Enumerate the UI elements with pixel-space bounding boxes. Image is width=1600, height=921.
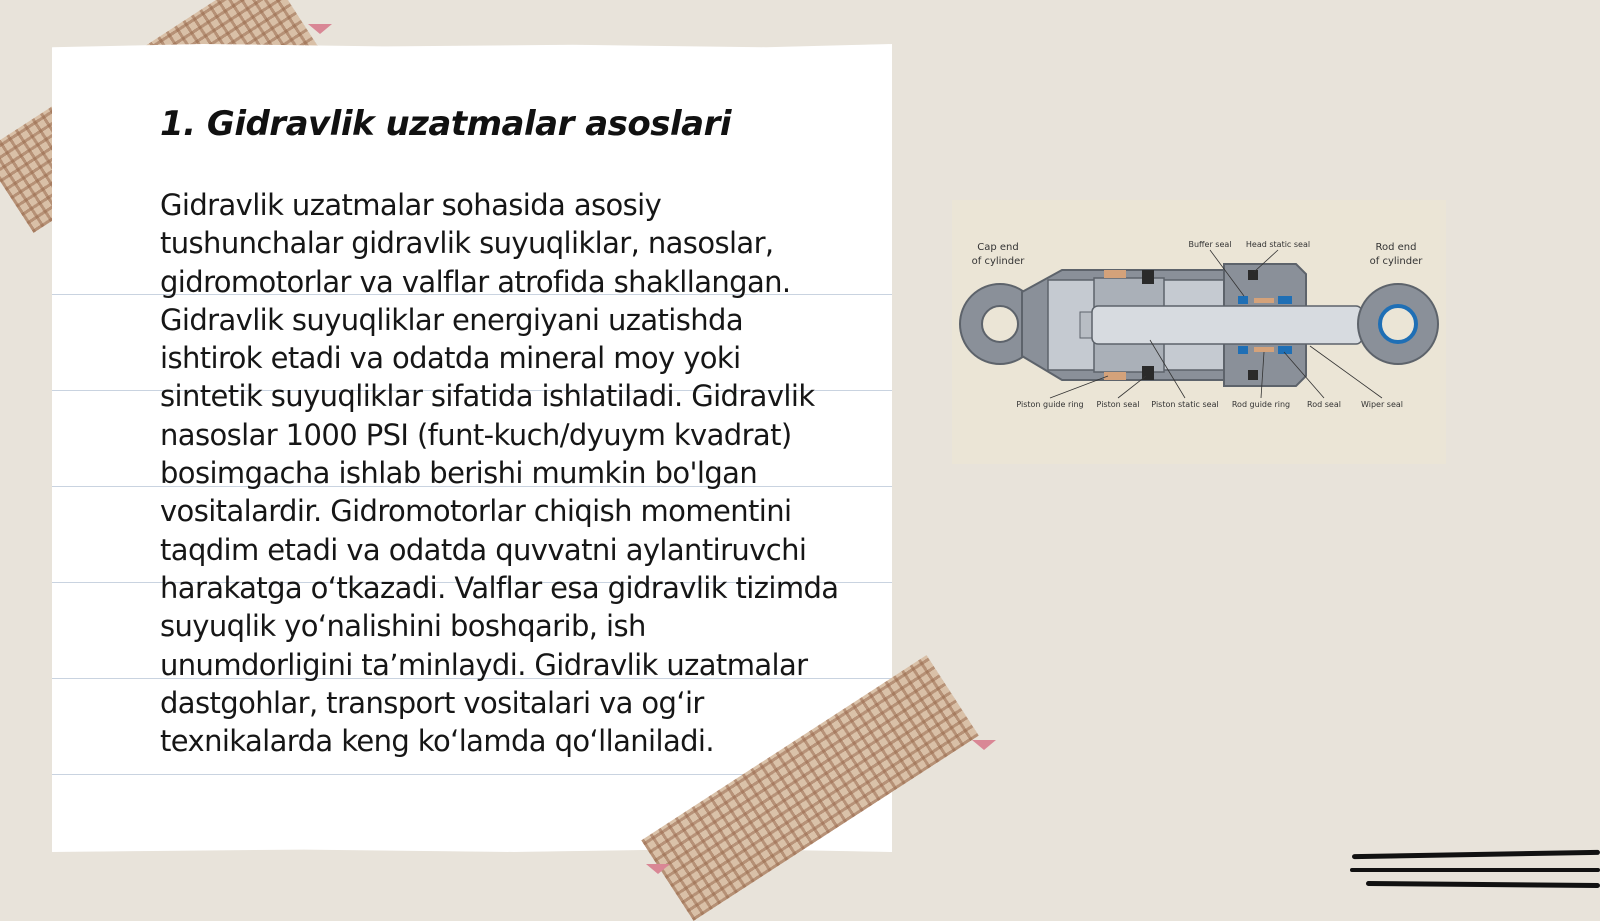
label-cap-end: Cap end <box>977 242 1019 253</box>
label-rod-guide-ring: Rod guide ring <box>1231 400 1291 409</box>
label-piston-static-seal: Piston static seal <box>1151 400 1219 409</box>
brush-stroke <box>1366 881 1600 888</box>
label-head-static-seal: Head static seal <box>1245 240 1311 249</box>
hydraulic-cylinder-diagram <box>952 200 1446 464</box>
piston-rod <box>1092 306 1362 344</box>
slide-body-text: Gidravlik uzatmalar sohasida asosiy tushunchalar gidravlik suyuqliklar, nasoslar, gidromotorlar va valflar atrofida shakllangan. Gidravlik suyuqliklar energiyani uzatishda ishtirok etadi va odatda mineral moy yoki sintetik suyuqliklar sifatida ishlatiladi. Gidravlik nasoslar 1000 PSI (funt-kuch/dyuym kvadrat) bosimgacha ishlab berishi mumkin bo'lgan vositalardir. Gidromotorlar chiqish momentini taqdim etadi va odatda quvvatni aylantiruvchi harakatga o‘tkazadi. Valflar esa gidravlik tizimda suyuqlik yo‘nalishini boshqarib, ish unumdorligini ta’minlaydi. Gidravlik uzatmalar dastgohlar, transport vositalari va og‘ir texnikalarda keng ko‘lamda qo‘llaniladi. <box>160 188 839 759</box>
tape-tip-bottom-left <box>646 864 670 874</box>
label-piston-guide-ring: Piston guide ring <box>1016 400 1084 409</box>
label-buffer-seal: Buffer seal <box>1188 240 1232 249</box>
rod-end-eye <box>1358 284 1438 364</box>
label-wiper-seal: Wiper seal <box>1360 400 1404 409</box>
label-piston-seal: Piston seal <box>1096 400 1140 409</box>
tape-tip-top <box>308 24 332 34</box>
label-rod-seal: Rod seal <box>1307 400 1341 409</box>
tape-tip-bottom-right <box>972 740 996 750</box>
cylinder-cross-section-svg <box>952 200 1446 464</box>
label-rod-end: Rod end <box>1375 242 1417 253</box>
label-rod-end-2: of cylinder <box>1369 256 1423 267</box>
slide-title: 1. Gidravlik uzatmalar asoslari <box>160 104 731 144</box>
brush-stroke <box>1352 850 1600 859</box>
brush-stroke <box>1350 868 1600 872</box>
label-cap-end-2: of cylinder <box>971 256 1025 267</box>
